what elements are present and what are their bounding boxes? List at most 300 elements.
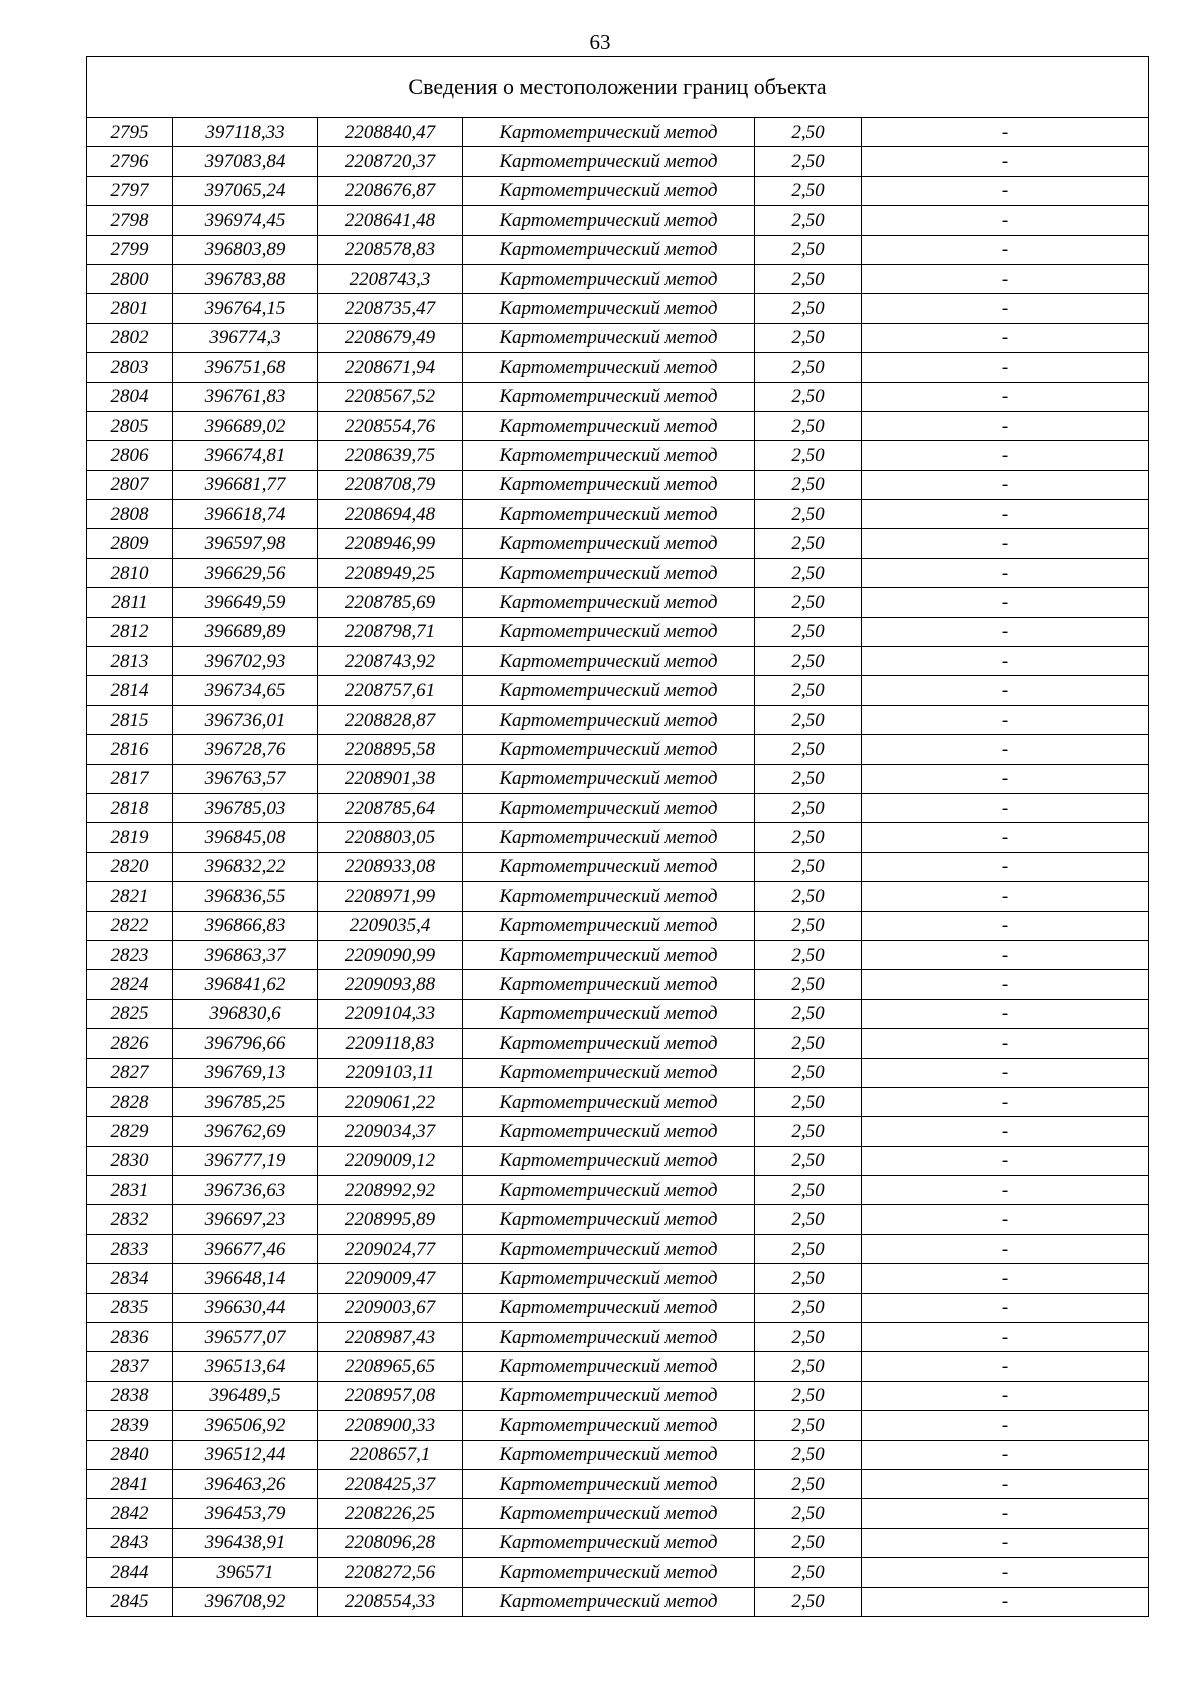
determination-method-cell: Картометрический метод	[463, 970, 755, 999]
accuracy-cell: 2,50	[755, 411, 862, 440]
table-row	[87, 1117, 1149, 1146]
accuracy-cell: 2,50	[755, 1234, 862, 1263]
accuracy-cell: 2,50	[755, 1558, 862, 1587]
description-cell: -	[862, 411, 1149, 440]
coordinate-x-cell: 396769,13	[173, 1058, 318, 1087]
determination-method-cell: Картометрический метод	[463, 852, 755, 881]
description-cell: -	[862, 1352, 1149, 1381]
determination-method-cell: Картометрический метод	[463, 441, 755, 470]
description-cell: -	[862, 1146, 1149, 1175]
point-number-cell: 2796	[87, 147, 173, 176]
determination-method-cell: Картометрический метод	[463, 1411, 755, 1440]
determination-method-cell: Картометрический метод	[463, 1176, 755, 1205]
description-cell: -	[862, 470, 1149, 499]
point-number-cell: 2844	[87, 1558, 173, 1587]
coordinate-x-cell: 396830,6	[173, 999, 318, 1028]
coordinate-y-cell: 2208957,08	[318, 1381, 463, 1410]
determination-method-cell: Картометрический метод	[463, 470, 755, 499]
point-number-cell: 2808	[87, 500, 173, 529]
determination-method-cell: Картометрический метод	[463, 617, 755, 646]
point-number-cell: 2804	[87, 382, 173, 411]
table-row	[87, 1176, 1149, 1205]
determination-method-cell: Картометрический метод	[463, 235, 755, 264]
determination-method-cell: Картометрический метод	[463, 940, 755, 969]
description-cell: -	[862, 970, 1149, 999]
accuracy-cell: 2,50	[755, 1176, 862, 1205]
determination-method-cell: Картометрический метод	[463, 1087, 755, 1116]
accuracy-cell: 2,50	[755, 735, 862, 764]
coordinate-y-cell: 2209003,67	[318, 1293, 463, 1322]
point-number-cell: 2810	[87, 558, 173, 587]
table-row	[87, 1352, 1149, 1381]
coordinate-y-cell: 2209009,12	[318, 1146, 463, 1175]
point-number-cell: 2821	[87, 882, 173, 911]
coordinate-y-cell: 2209118,83	[318, 1029, 463, 1058]
accuracy-cell: 2,50	[755, 1029, 862, 1058]
table-row	[87, 1558, 1149, 1587]
table-row	[87, 793, 1149, 822]
description-cell: -	[862, 1234, 1149, 1263]
point-number-cell: 2812	[87, 617, 173, 646]
coordinate-x-cell: 396689,02	[173, 411, 318, 440]
coordinate-x-cell: 396674,81	[173, 441, 318, 470]
determination-method-cell: Картометрический метод	[463, 588, 755, 617]
coordinate-x-cell: 396762,69	[173, 1117, 318, 1146]
coordinate-x-cell: 397083,84	[173, 147, 318, 176]
determination-method-cell: Картометрический метод	[463, 1440, 755, 1469]
description-cell: -	[862, 529, 1149, 558]
description-cell: -	[862, 852, 1149, 881]
determination-method-cell: Картометрический метод	[463, 1499, 755, 1528]
point-number-cell: 2824	[87, 970, 173, 999]
determination-method-cell: Картометрический метод	[463, 1117, 755, 1146]
coordinate-x-cell: 396513,64	[173, 1352, 318, 1381]
coordinate-x-cell: 396689,89	[173, 617, 318, 646]
accuracy-cell: 2,50	[755, 1264, 862, 1293]
accuracy-cell: 2,50	[755, 1411, 862, 1440]
accuracy-cell: 2,50	[755, 1323, 862, 1352]
determination-method-cell: Картометрический метод	[463, 1381, 755, 1410]
description-cell: -	[862, 1323, 1149, 1352]
accuracy-cell: 2,50	[755, 353, 862, 382]
point-number-cell: 2811	[87, 588, 173, 617]
accuracy-cell: 2,50	[755, 882, 862, 911]
coordinate-x-cell: 397118,33	[173, 118, 318, 147]
point-number-cell: 2816	[87, 735, 173, 764]
point-number-cell: 2803	[87, 353, 173, 382]
coordinate-x-cell: 396677,46	[173, 1234, 318, 1263]
determination-method-cell: Картометрический метод	[463, 793, 755, 822]
table-row	[87, 294, 1149, 323]
accuracy-cell: 2,50	[755, 264, 862, 293]
coordinate-x-cell: 396785,03	[173, 793, 318, 822]
coordinate-y-cell: 2208933,08	[318, 852, 463, 881]
coordinate-x-cell: 396618,74	[173, 500, 318, 529]
accuracy-cell: 2,50	[755, 323, 862, 352]
description-cell: -	[862, 147, 1149, 176]
coordinate-x-cell: 396777,19	[173, 1146, 318, 1175]
boundary-table-body	[87, 57, 1149, 1617]
accuracy-cell: 2,50	[755, 764, 862, 793]
description-cell: -	[862, 1029, 1149, 1058]
coordinate-x-cell: 396845,08	[173, 823, 318, 852]
point-number-cell: 2807	[87, 470, 173, 499]
table-row	[87, 911, 1149, 940]
coordinate-x-cell: 397065,24	[173, 176, 318, 205]
determination-method-cell: Картометрический метод	[463, 1058, 755, 1087]
accuracy-cell: 2,50	[755, 470, 862, 499]
table-row	[87, 235, 1149, 264]
accuracy-cell: 2,50	[755, 911, 862, 940]
coordinate-y-cell: 2208676,87	[318, 176, 463, 205]
description-cell: -	[862, 1264, 1149, 1293]
accuracy-cell: 2,50	[755, 1146, 862, 1175]
table-row	[87, 647, 1149, 676]
coordinate-y-cell: 2209104,33	[318, 999, 463, 1028]
description-cell: -	[862, 1087, 1149, 1116]
determination-method-cell: Картометрический метод	[463, 823, 755, 852]
coordinate-x-cell: 396783,88	[173, 264, 318, 293]
coordinate-y-cell: 2208641,48	[318, 206, 463, 235]
coordinate-y-cell: 2209090,99	[318, 940, 463, 969]
determination-method-cell: Картометрический метод	[463, 1352, 755, 1381]
accuracy-cell: 2,50	[755, 647, 862, 676]
coordinate-y-cell: 2208272,56	[318, 1558, 463, 1587]
point-number-cell: 2832	[87, 1205, 173, 1234]
table-row	[87, 1469, 1149, 1498]
point-number-cell: 2825	[87, 999, 173, 1028]
accuracy-cell: 2,50	[755, 1469, 862, 1498]
table-row	[87, 999, 1149, 1028]
point-number-cell: 2817	[87, 764, 173, 793]
coordinate-x-cell: 396866,83	[173, 911, 318, 940]
description-cell: -	[862, 1440, 1149, 1469]
table-title-row	[87, 57, 1149, 118]
table-row	[87, 1499, 1149, 1528]
table-row	[87, 147, 1149, 176]
accuracy-cell: 2,50	[755, 382, 862, 411]
accuracy-cell: 2,50	[755, 206, 862, 235]
point-number-cell: 2828	[87, 1087, 173, 1116]
description-cell: -	[862, 1558, 1149, 1587]
coordinate-y-cell: 2209103,11	[318, 1058, 463, 1087]
coordinate-y-cell: 2208995,89	[318, 1205, 463, 1234]
coordinate-x-cell: 396697,23	[173, 1205, 318, 1234]
determination-method-cell: Картометрический метод	[463, 1558, 755, 1587]
description-cell: -	[862, 588, 1149, 617]
determination-method-cell: Картометрический метод	[463, 1234, 755, 1263]
description-cell: -	[862, 1381, 1149, 1410]
coordinate-y-cell: 2208965,65	[318, 1352, 463, 1381]
description-cell: -	[862, 882, 1149, 911]
determination-method-cell: Картометрический метод	[463, 206, 755, 235]
description-cell: -	[862, 176, 1149, 205]
point-number-cell: 2818	[87, 793, 173, 822]
point-number-cell: 2838	[87, 1381, 173, 1410]
coordinate-y-cell: 2208554,76	[318, 411, 463, 440]
coordinate-x-cell: 396764,15	[173, 294, 318, 323]
accuracy-cell: 2,50	[755, 529, 862, 558]
table-row	[87, 1381, 1149, 1410]
point-number-cell: 2815	[87, 705, 173, 734]
table-title: Сведения о местоположении границ объекта	[87, 57, 1149, 118]
point-number-cell: 2800	[87, 264, 173, 293]
point-number-cell: 2836	[87, 1323, 173, 1352]
point-number-cell: 2799	[87, 235, 173, 264]
description-cell: -	[862, 323, 1149, 352]
accuracy-cell: 2,50	[755, 1058, 862, 1087]
coordinate-y-cell: 2208578,83	[318, 235, 463, 264]
accuracy-cell: 2,50	[755, 1381, 862, 1410]
point-number-cell: 2814	[87, 676, 173, 705]
coordinate-x-cell: 396489,5	[173, 1381, 318, 1410]
coordinate-x-cell: 396734,65	[173, 676, 318, 705]
determination-method-cell: Картометрический метод	[463, 911, 755, 940]
coordinate-x-cell: 396836,55	[173, 882, 318, 911]
accuracy-cell: 2,50	[755, 676, 862, 705]
description-cell: -	[862, 823, 1149, 852]
determination-method-cell: Картометрический метод	[463, 147, 755, 176]
description-cell: -	[862, 118, 1149, 147]
accuracy-cell: 2,50	[755, 999, 862, 1028]
determination-method-cell: Картометрический метод	[463, 1293, 755, 1322]
point-number-cell: 2843	[87, 1528, 173, 1557]
table-row	[87, 1146, 1149, 1175]
determination-method-cell: Картометрический метод	[463, 323, 755, 352]
point-number-cell: 2845	[87, 1587, 173, 1616]
table-row	[87, 176, 1149, 205]
coordinate-y-cell: 2208743,92	[318, 647, 463, 676]
determination-method-cell: Картометрический метод	[463, 764, 755, 793]
table-row	[87, 529, 1149, 558]
description-cell: -	[862, 353, 1149, 382]
point-number-cell: 2830	[87, 1146, 173, 1175]
coordinate-y-cell: 2208679,49	[318, 323, 463, 352]
table-row	[87, 1058, 1149, 1087]
point-number-cell: 2829	[87, 1117, 173, 1146]
coordinate-x-cell: 396761,83	[173, 382, 318, 411]
point-number-cell: 2840	[87, 1440, 173, 1469]
coordinate-x-cell: 396728,76	[173, 735, 318, 764]
determination-method-cell: Картометрический метод	[463, 558, 755, 587]
description-cell: -	[862, 441, 1149, 470]
determination-method-cell: Картометрический метод	[463, 676, 755, 705]
determination-method-cell: Картометрический метод	[463, 411, 755, 440]
table-row	[87, 500, 1149, 529]
determination-method-cell: Картометрический метод	[463, 1528, 755, 1557]
point-number-cell: 2826	[87, 1029, 173, 1058]
description-cell: -	[862, 500, 1149, 529]
point-number-cell: 2834	[87, 1264, 173, 1293]
point-number-cell: 2797	[87, 176, 173, 205]
point-number-cell: 2820	[87, 852, 173, 881]
coordinate-x-cell: 396751,68	[173, 353, 318, 382]
table-row	[87, 558, 1149, 587]
point-number-cell: 2809	[87, 529, 173, 558]
table-row	[87, 382, 1149, 411]
coordinate-x-cell: 396597,98	[173, 529, 318, 558]
point-number-cell: 2805	[87, 411, 173, 440]
point-number-cell: 2842	[87, 1499, 173, 1528]
accuracy-cell: 2,50	[755, 1087, 862, 1116]
accuracy-cell: 2,50	[755, 588, 862, 617]
determination-method-cell: Картометрический метод	[463, 1264, 755, 1293]
accuracy-cell: 2,50	[755, 1352, 862, 1381]
table-row	[87, 1205, 1149, 1234]
description-cell: -	[862, 940, 1149, 969]
coordinate-x-cell: 396796,66	[173, 1029, 318, 1058]
coordinate-y-cell: 2208567,52	[318, 382, 463, 411]
page-number: 63	[589, 30, 611, 54]
coordinate-y-cell: 2208900,33	[318, 1411, 463, 1440]
table-row	[87, 411, 1149, 440]
determination-method-cell: Картометрический метод	[463, 1323, 755, 1352]
table-row	[87, 470, 1149, 499]
coordinate-y-cell: 2208840,47	[318, 118, 463, 147]
accuracy-cell: 2,50	[755, 617, 862, 646]
accuracy-cell: 2,50	[755, 1117, 862, 1146]
coordinate-x-cell: 396649,59	[173, 588, 318, 617]
coordinate-y-cell: 2208901,38	[318, 764, 463, 793]
description-cell: -	[862, 764, 1149, 793]
coordinate-x-cell: 396463,26	[173, 1469, 318, 1498]
description-cell: -	[862, 1469, 1149, 1498]
table-row	[87, 882, 1149, 911]
table-row	[87, 970, 1149, 999]
description-cell: -	[862, 1411, 1149, 1440]
table-row	[87, 1528, 1149, 1557]
coordinate-x-cell: 396506,92	[173, 1411, 318, 1440]
accuracy-cell: 2,50	[755, 500, 862, 529]
description-cell: -	[862, 206, 1149, 235]
coordinate-y-cell: 2208828,87	[318, 705, 463, 734]
determination-method-cell: Картометрический метод	[463, 529, 755, 558]
coordinate-x-cell: 396736,01	[173, 705, 318, 734]
description-cell: -	[862, 911, 1149, 940]
accuracy-cell: 2,50	[755, 823, 862, 852]
description-cell: -	[862, 1205, 1149, 1234]
coordinate-x-cell: 396841,62	[173, 970, 318, 999]
description-cell: -	[862, 1528, 1149, 1557]
table-row	[87, 823, 1149, 852]
boundary-table	[86, 56, 1149, 1617]
table-row	[87, 588, 1149, 617]
table-row	[87, 1087, 1149, 1116]
accuracy-cell: 2,50	[755, 1587, 862, 1616]
point-number-cell: 2823	[87, 940, 173, 969]
determination-method-cell: Картометрический метод	[463, 999, 755, 1028]
accuracy-cell: 2,50	[755, 1499, 862, 1528]
point-number-cell: 2822	[87, 911, 173, 940]
point-number-cell: 2827	[87, 1058, 173, 1087]
coordinate-y-cell: 2209061,22	[318, 1087, 463, 1116]
point-number-cell: 2841	[87, 1469, 173, 1498]
description-cell: -	[862, 793, 1149, 822]
coordinate-y-cell: 2208735,47	[318, 294, 463, 323]
coordinate-y-cell: 2208785,64	[318, 793, 463, 822]
accuracy-cell: 2,50	[755, 705, 862, 734]
description-cell: -	[862, 705, 1149, 734]
coordinate-y-cell: 2209034,37	[318, 1117, 463, 1146]
table-row	[87, 1234, 1149, 1263]
determination-method-cell: Картометрический метод	[463, 705, 755, 734]
coordinate-y-cell: 2208757,61	[318, 676, 463, 705]
coordinate-y-cell: 2208946,99	[318, 529, 463, 558]
point-number-cell: 2806	[87, 441, 173, 470]
coordinate-y-cell: 2208785,69	[318, 588, 463, 617]
description-cell: -	[862, 676, 1149, 705]
accuracy-cell: 2,50	[755, 1528, 862, 1557]
table-row	[87, 1293, 1149, 1322]
table-row	[87, 764, 1149, 793]
determination-method-cell: Картометрический метод	[463, 500, 755, 529]
coordinate-y-cell: 2208971,99	[318, 882, 463, 911]
table-row	[87, 1587, 1149, 1616]
coordinate-y-cell: 2209035,4	[318, 911, 463, 940]
accuracy-cell: 2,50	[755, 1293, 862, 1322]
accuracy-cell: 2,50	[755, 441, 862, 470]
accuracy-cell: 2,50	[755, 970, 862, 999]
point-number-cell: 2801	[87, 294, 173, 323]
coordinate-x-cell: 396630,44	[173, 1293, 318, 1322]
determination-method-cell: Картометрический метод	[463, 1205, 755, 1234]
determination-method-cell: Картометрический метод	[463, 1469, 755, 1498]
description-cell: -	[862, 382, 1149, 411]
coordinate-y-cell: 2208554,33	[318, 1587, 463, 1616]
table-row	[87, 118, 1149, 147]
table-row	[87, 852, 1149, 881]
coordinate-y-cell: 2208987,43	[318, 1323, 463, 1352]
table-row	[87, 323, 1149, 352]
determination-method-cell: Картометрический метод	[463, 647, 755, 676]
determination-method-cell: Картометрический метод	[463, 353, 755, 382]
determination-method-cell: Картометрический метод	[463, 735, 755, 764]
coordinate-x-cell: 396577,07	[173, 1323, 318, 1352]
coordinate-y-cell: 2208992,92	[318, 1176, 463, 1205]
table-row	[87, 353, 1149, 382]
point-number-cell: 2819	[87, 823, 173, 852]
coordinate-y-cell: 2209093,88	[318, 970, 463, 999]
description-cell: -	[862, 999, 1149, 1028]
description-cell: -	[862, 1058, 1149, 1087]
coordinate-y-cell: 2208743,3	[318, 264, 463, 293]
coordinate-y-cell: 2208671,94	[318, 353, 463, 382]
coordinate-y-cell: 2208639,75	[318, 441, 463, 470]
accuracy-cell: 2,50	[755, 852, 862, 881]
point-number-cell: 2831	[87, 1176, 173, 1205]
description-cell: -	[862, 617, 1149, 646]
determination-method-cell: Картометрический метод	[463, 294, 755, 323]
table-row	[87, 441, 1149, 470]
table-row	[87, 264, 1149, 293]
table-row	[87, 1411, 1149, 1440]
description-cell: -	[862, 647, 1149, 676]
point-number-cell: 2833	[87, 1234, 173, 1263]
table-row	[87, 617, 1149, 646]
coordinate-x-cell: 396512,44	[173, 1440, 318, 1469]
coordinate-y-cell: 2208895,58	[318, 735, 463, 764]
accuracy-cell: 2,50	[755, 176, 862, 205]
coordinate-x-cell: 396763,57	[173, 764, 318, 793]
accuracy-cell: 2,50	[755, 294, 862, 323]
determination-method-cell: Картометрический метод	[463, 382, 755, 411]
coordinate-y-cell: 2208425,37	[318, 1469, 463, 1498]
table-row	[87, 940, 1149, 969]
accuracy-cell: 2,50	[755, 558, 862, 587]
table-row	[87, 735, 1149, 764]
coordinate-x-cell: 396863,37	[173, 940, 318, 969]
coordinate-x-cell: 396571	[173, 1558, 318, 1587]
